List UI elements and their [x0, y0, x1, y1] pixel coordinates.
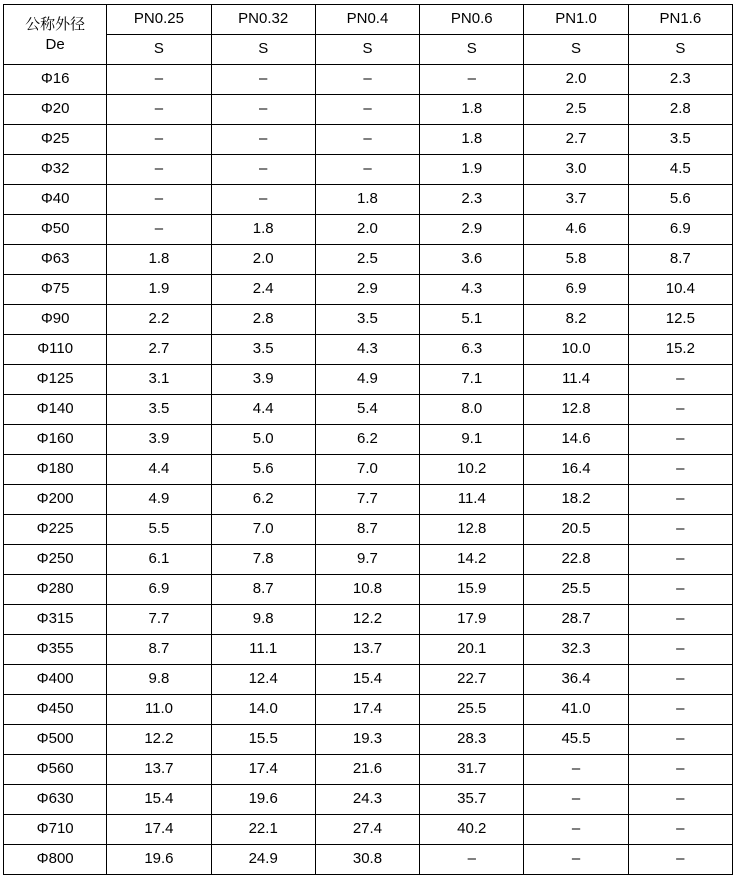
cell-wall-thickness: 11.4	[420, 485, 524, 515]
cell-wall-thickness: 7.0	[211, 515, 315, 545]
cell-wall-thickness: 11.0	[107, 695, 211, 725]
cell-wall-thickness: –	[524, 755, 628, 785]
cell-wall-thickness: 12.4	[211, 665, 315, 695]
cell-wall-thickness: 5.8	[524, 245, 628, 275]
cell-wall-thickness: 17.9	[420, 605, 524, 635]
cell-nominal-diameter: Φ315	[4, 605, 107, 635]
cell-wall-thickness: 3.5	[107, 395, 211, 425]
table-row	[4, 455, 733, 485]
cell-wall-thickness: –	[628, 545, 732, 575]
table-row	[4, 125, 733, 155]
cell-wall-thickness: 7.7	[315, 485, 419, 515]
header-cell-pn-5: PN1.6	[628, 5, 732, 35]
cell-wall-thickness: 2.9	[420, 215, 524, 245]
cell-wall-thickness: 25.5	[524, 575, 628, 605]
cell-wall-thickness: 2.0	[211, 245, 315, 275]
cell-wall-thickness: 6.1	[107, 545, 211, 575]
cell-wall-thickness: 5.5	[107, 515, 211, 545]
cell-wall-thickness: 4.6	[524, 215, 628, 245]
cell-wall-thickness: 9.8	[211, 605, 315, 635]
cell-nominal-diameter: Φ16	[4, 65, 107, 95]
cell-wall-thickness: –	[107, 185, 211, 215]
cell-wall-thickness: –	[628, 575, 732, 605]
cell-wall-thickness: 6.3	[420, 335, 524, 365]
cell-wall-thickness: –	[628, 665, 732, 695]
cell-wall-thickness: 45.5	[524, 725, 628, 755]
table-row	[4, 185, 733, 215]
cell-wall-thickness: –	[628, 515, 732, 545]
cell-wall-thickness: 6.9	[524, 275, 628, 305]
cell-wall-thickness: 6.9	[628, 215, 732, 245]
cell-wall-thickness: 41.0	[524, 695, 628, 725]
cell-wall-thickness: 35.7	[420, 785, 524, 815]
cell-nominal-diameter: Φ50	[4, 215, 107, 245]
table-row	[4, 395, 733, 425]
cell-nominal-diameter: Φ355	[4, 635, 107, 665]
cell-wall-thickness: 2.9	[315, 275, 419, 305]
header-label-nominal-diameter: 公称外径	[25, 16, 86, 33]
cell-wall-thickness: 3.0	[524, 155, 628, 185]
cell-wall-thickness: 10.4	[628, 275, 732, 305]
cell-nominal-diameter: Φ450	[4, 695, 107, 725]
header-cell-pn-4: PN1.0	[524, 5, 628, 35]
cell-nominal-diameter: Φ90	[4, 305, 107, 335]
subheader-cell-s-1: S	[211, 35, 315, 65]
table-row	[4, 155, 733, 185]
subheader-cell-s-0: S	[107, 35, 211, 65]
cell-wall-thickness: 21.6	[315, 755, 419, 785]
subheader-cell-s-3: S	[420, 35, 524, 65]
cell-wall-thickness: 15.4	[107, 785, 211, 815]
cell-nominal-diameter: Φ160	[4, 425, 107, 455]
cell-wall-thickness: –	[420, 65, 524, 95]
cell-wall-thickness: 5.1	[420, 305, 524, 335]
cell-wall-thickness: 3.1	[107, 365, 211, 395]
header-row-pressure	[4, 5, 733, 35]
table-row	[4, 275, 733, 305]
cell-wall-thickness: 3.6	[420, 245, 524, 275]
cell-wall-thickness: 3.7	[524, 185, 628, 215]
cell-nominal-diameter: Φ250	[4, 545, 107, 575]
cell-wall-thickness: 22.1	[211, 815, 315, 845]
table-row	[4, 365, 733, 395]
cell-wall-thickness: –	[211, 125, 315, 155]
cell-wall-thickness: 14.2	[420, 545, 524, 575]
table-row	[4, 245, 733, 275]
subheader-cell-s-2: S	[315, 35, 419, 65]
pipe-wall-thickness-table	[3, 4, 733, 875]
cell-wall-thickness: –	[107, 125, 211, 155]
cell-wall-thickness: 3.9	[211, 365, 315, 395]
cell-wall-thickness: 2.4	[211, 275, 315, 305]
cell-wall-thickness: –	[315, 95, 419, 125]
table-row	[4, 575, 733, 605]
cell-wall-thickness: 8.7	[628, 245, 732, 275]
cell-wall-thickness: –	[628, 815, 732, 845]
cell-nominal-diameter: Φ800	[4, 845, 107, 875]
cell-nominal-diameter: Φ500	[4, 725, 107, 755]
cell-wall-thickness: –	[107, 95, 211, 125]
cell-wall-thickness: 24.3	[315, 785, 419, 815]
cell-wall-thickness: 7.0	[315, 455, 419, 485]
cell-wall-thickness: 5.0	[211, 425, 315, 455]
cell-wall-thickness: –	[628, 365, 732, 395]
cell-wall-thickness: 1.8	[420, 125, 524, 155]
cell-wall-thickness: 36.4	[524, 665, 628, 695]
cell-nominal-diameter: Φ110	[4, 335, 107, 365]
table-row	[4, 785, 733, 815]
table-row	[4, 515, 733, 545]
cell-wall-thickness: 12.8	[420, 515, 524, 545]
cell-wall-thickness: 15.5	[211, 725, 315, 755]
cell-wall-thickness: 4.3	[420, 275, 524, 305]
cell-wall-thickness: –	[628, 455, 732, 485]
cell-wall-thickness: 1.8	[211, 215, 315, 245]
table-row	[4, 755, 733, 785]
cell-wall-thickness: 2.0	[524, 65, 628, 95]
table-row	[4, 95, 733, 125]
cell-wall-thickness: –	[628, 845, 732, 875]
cell-wall-thickness: 13.7	[107, 755, 211, 785]
cell-wall-thickness: 17.4	[211, 755, 315, 785]
cell-nominal-diameter: Φ20	[4, 95, 107, 125]
cell-nominal-diameter: Φ280	[4, 575, 107, 605]
cell-wall-thickness: 10.8	[315, 575, 419, 605]
cell-wall-thickness: 9.1	[420, 425, 524, 455]
cell-nominal-diameter: Φ630	[4, 785, 107, 815]
cell-wall-thickness: 15.9	[420, 575, 524, 605]
cell-wall-thickness: 2.7	[524, 125, 628, 155]
table-row	[4, 815, 733, 845]
cell-wall-thickness: 4.5	[628, 155, 732, 185]
cell-wall-thickness: –	[211, 95, 315, 125]
table-row	[4, 725, 733, 755]
cell-nominal-diameter: Φ32	[4, 155, 107, 185]
cell-wall-thickness: 20.1	[420, 635, 524, 665]
cell-wall-thickness: 4.3	[315, 335, 419, 365]
cell-wall-thickness: –	[524, 845, 628, 875]
cell-wall-thickness: 8.2	[524, 305, 628, 335]
cell-wall-thickness: –	[107, 155, 211, 185]
cell-wall-thickness: –	[628, 485, 732, 515]
cell-wall-thickness: 2.8	[628, 95, 732, 125]
cell-wall-thickness: 2.7	[107, 335, 211, 365]
header-cell-pn-0: PN0.25	[107, 5, 211, 35]
cell-wall-thickness: 28.7	[524, 605, 628, 635]
cell-wall-thickness: 4.9	[107, 485, 211, 515]
table-row	[4, 305, 733, 335]
table-row	[4, 605, 733, 635]
cell-nominal-diameter: Φ200	[4, 485, 107, 515]
cell-wall-thickness: 12.2	[315, 605, 419, 635]
cell-wall-thickness: 6.2	[315, 425, 419, 455]
header-cell-pn-2: PN0.4	[315, 5, 419, 35]
cell-wall-thickness: 2.0	[315, 215, 419, 245]
cell-nominal-diameter: Φ40	[4, 185, 107, 215]
cell-wall-thickness: 3.5	[628, 125, 732, 155]
subheader-cell-s-5: S	[628, 35, 732, 65]
cell-wall-thickness: –	[628, 695, 732, 725]
cell-wall-thickness: 8.0	[420, 395, 524, 425]
cell-wall-thickness: 8.7	[107, 635, 211, 665]
cell-wall-thickness: 7.1	[420, 365, 524, 395]
table-row	[4, 65, 733, 95]
cell-wall-thickness: 28.3	[420, 725, 524, 755]
cell-wall-thickness: 2.5	[315, 245, 419, 275]
cell-wall-thickness: 12.5	[628, 305, 732, 335]
table-row	[4, 335, 733, 365]
cell-wall-thickness: –	[628, 635, 732, 665]
cell-wall-thickness: 1.9	[420, 155, 524, 185]
cell-nominal-diameter: Φ180	[4, 455, 107, 485]
cell-wall-thickness: –	[628, 425, 732, 455]
cell-wall-thickness: 15.4	[315, 665, 419, 695]
cell-wall-thickness: –	[524, 815, 628, 845]
header-label-de: De	[45, 35, 65, 53]
cell-wall-thickness: 22.8	[524, 545, 628, 575]
cell-wall-thickness: 2.5	[524, 95, 628, 125]
subheader-cell-s-4: S	[524, 35, 628, 65]
cell-wall-thickness: 5.6	[628, 185, 732, 215]
table-row	[4, 545, 733, 575]
table-row	[4, 215, 733, 245]
header-cell-nominal-diameter	[4, 5, 107, 65]
header-cell-pn-3: PN0.6	[420, 5, 524, 35]
cell-nominal-diameter: Φ225	[4, 515, 107, 545]
table-row	[4, 425, 733, 455]
cell-wall-thickness: 7.8	[211, 545, 315, 575]
cell-wall-thickness: –	[628, 605, 732, 635]
cell-wall-thickness: 24.9	[211, 845, 315, 875]
cell-wall-thickness: 19.6	[211, 785, 315, 815]
cell-wall-thickness: –	[315, 155, 419, 185]
cell-wall-thickness: 8.7	[211, 575, 315, 605]
table-row	[4, 695, 733, 725]
cell-wall-thickness: –	[420, 845, 524, 875]
cell-wall-thickness: 9.7	[315, 545, 419, 575]
cell-wall-thickness: 6.2	[211, 485, 315, 515]
cell-wall-thickness: 17.4	[315, 695, 419, 725]
cell-nominal-diameter: Φ25	[4, 125, 107, 155]
cell-wall-thickness: 2.8	[211, 305, 315, 335]
cell-wall-thickness: 16.4	[524, 455, 628, 485]
header-cell-pn-1: PN0.32	[211, 5, 315, 35]
cell-wall-thickness: 27.4	[315, 815, 419, 845]
cell-wall-thickness: 15.2	[628, 335, 732, 365]
cell-wall-thickness: 18.2	[524, 485, 628, 515]
cell-nominal-diameter: Φ63	[4, 245, 107, 275]
cell-wall-thickness: 4.9	[315, 365, 419, 395]
cell-wall-thickness: 2.2	[107, 305, 211, 335]
cell-wall-thickness: –	[211, 185, 315, 215]
table-body	[4, 65, 733, 875]
table-row	[4, 845, 733, 875]
cell-wall-thickness: 1.8	[315, 185, 419, 215]
cell-wall-thickness: 17.4	[107, 815, 211, 845]
cell-nominal-diameter: Φ125	[4, 365, 107, 395]
cell-wall-thickness: 13.7	[315, 635, 419, 665]
cell-wall-thickness: 4.4	[211, 395, 315, 425]
cell-wall-thickness: 20.5	[524, 515, 628, 545]
cell-wall-thickness: 1.8	[420, 95, 524, 125]
cell-wall-thickness: 14.0	[211, 695, 315, 725]
cell-wall-thickness: 40.2	[420, 815, 524, 845]
cell-wall-thickness: 14.6	[524, 425, 628, 455]
cell-wall-thickness: 22.7	[420, 665, 524, 695]
cell-wall-thickness: 2.3	[420, 185, 524, 215]
cell-wall-thickness: 30.8	[315, 845, 419, 875]
cell-wall-thickness: –	[628, 785, 732, 815]
cell-wall-thickness: 2.3	[628, 65, 732, 95]
table-row	[4, 485, 733, 515]
cell-wall-thickness: 5.6	[211, 455, 315, 485]
cell-wall-thickness: 10.0	[524, 335, 628, 365]
cell-wall-thickness: 19.3	[315, 725, 419, 755]
cell-wall-thickness: –	[524, 785, 628, 815]
cell-nominal-diameter: Φ710	[4, 815, 107, 845]
cell-wall-thickness: 32.3	[524, 635, 628, 665]
cell-wall-thickness: 3.5	[315, 305, 419, 335]
cell-wall-thickness: 12.8	[524, 395, 628, 425]
cell-nominal-diameter: Φ140	[4, 395, 107, 425]
cell-wall-thickness: 1.8	[107, 245, 211, 275]
table-row	[4, 635, 733, 665]
cell-wall-thickness: 3.5	[211, 335, 315, 365]
cell-wall-thickness: –	[211, 65, 315, 95]
cell-wall-thickness: 4.4	[107, 455, 211, 485]
cell-wall-thickness: 6.9	[107, 575, 211, 605]
cell-wall-thickness: 9.8	[107, 665, 211, 695]
table-row	[4, 665, 733, 695]
cell-wall-thickness: –	[628, 755, 732, 785]
cell-wall-thickness: 11.4	[524, 365, 628, 395]
cell-wall-thickness: 31.7	[420, 755, 524, 785]
cell-nominal-diameter: Φ400	[4, 665, 107, 695]
cell-wall-thickness: 12.2	[107, 725, 211, 755]
cell-wall-thickness: –	[107, 65, 211, 95]
cell-wall-thickness: 3.9	[107, 425, 211, 455]
cell-wall-thickness: –	[315, 125, 419, 155]
cell-wall-thickness: 7.7	[107, 605, 211, 635]
cell-wall-thickness: –	[628, 395, 732, 425]
cell-wall-thickness: 8.7	[315, 515, 419, 545]
cell-nominal-diameter: Φ560	[4, 755, 107, 785]
header-row-s	[4, 35, 733, 65]
cell-wall-thickness: –	[628, 725, 732, 755]
cell-wall-thickness: 19.6	[107, 845, 211, 875]
cell-wall-thickness: 1.9	[107, 275, 211, 305]
cell-wall-thickness: –	[211, 155, 315, 185]
cell-wall-thickness: 5.4	[315, 395, 419, 425]
cell-nominal-diameter: Φ75	[4, 275, 107, 305]
table-header	[4, 5, 733, 65]
cell-wall-thickness: 11.1	[211, 635, 315, 665]
cell-wall-thickness: 25.5	[420, 695, 524, 725]
cell-wall-thickness: 10.2	[420, 455, 524, 485]
cell-wall-thickness: –	[315, 65, 419, 95]
cell-wall-thickness: –	[107, 215, 211, 245]
